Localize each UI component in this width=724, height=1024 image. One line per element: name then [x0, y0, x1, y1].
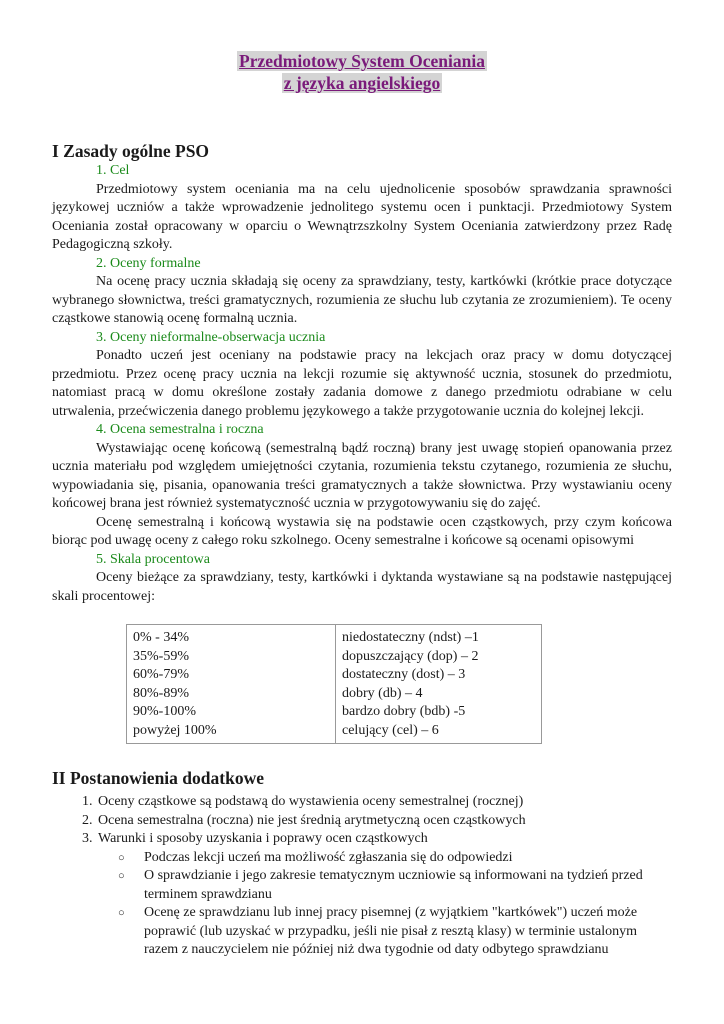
title-line-1: Przedmiotowy System Oceniania — [239, 51, 485, 71]
range-item: 35%-59% — [133, 648, 189, 664]
paragraph-cel: Przedmiotowy system oceniania ma na celu ujednolicenie sposobów sprawdzania sprawności językowej uczniów a także wprowadzenie jednolitego systemu ocen i punktacji. Przedmiotowy System Oceniania został opracowany w oparciu o Wewnątrzszkolny System Oceniania zatwierdzony przez Radę Pedagogiczną szkoły. — [52, 181, 672, 252]
document-title — [52, 50, 672, 94]
paragraph-ocena-semestralna-2: Ocenę semestralną i końcową wystawia się na podstawie ocen cząstkowych, przy czym końcowa biorąc pod uwagę oceny z całego roku szkolnego. Oceny semestralne i końcowe są ocenami opisowymi — [52, 514, 672, 548]
paragraph-skala-procentowa: Oceny bieżące za sprawdziany, testy, kartkówki i dyktanda wystawiane są na podstawie następującej skali procentowej: — [52, 570, 672, 604]
sub-list-item: ○ O sprawdzianie i jego zakresie tematycznym uczniowie są informowani na tydzień przed terminem sprawdzianu — [142, 867, 672, 904]
paragraph-ocena-semestralna-1: Wystawiając ocenę końcową (semestralną bądź roczną) brany jest uwagę stopień opanowania przez ucznia materiału pod względem umiejętności czytania, rozumienia tekstu czytanego, rozumienia ze słuchu, wypowiadania się, pisania, opanowania treści gramatycznych a także słownictwa. Przy wystawianiu oceny końcowej brana jest również systematyczność ucznia w przygotowywaniu się do zajęć. — [52, 440, 672, 511]
paragraph-oceny-nieformalne: Ponadto uczeń jest oceniany na podstawie pracy na lekcjach oraz pracy w domu dotyczącej przedmiotu. Przez ocenę pracy ucznia na lekcji rozumie się aktywność ucznia, stosunek do przedmiotu, natomiast pracą w domu określone zostały zadania domowe z danego przedmiotu odrabiane w celu utrwalenia, przećwiczenia danego problemu językowego a także przygotowanie ucznia do kolejnej lekcji. — [52, 348, 672, 419]
subheading-cel: 1. Cel — [96, 163, 130, 178]
section-1-heading: I Zasady ogólne PSO — [52, 141, 210, 161]
section-additional-provisions — [52, 767, 672, 960]
subheading-skala-procentowa: 5. Skala procentowa — [96, 551, 210, 567]
sub-list-item: ○ Podczas lekcji uczeń ma możliwość zgłaszania się do odpowiedzi — [142, 849, 672, 868]
list-item — [96, 830, 672, 960]
paragraph-oceny-formalne: Na ocenę pracy ucznia składają się oceny za sprawdziany, testy, kartkówki (krótkie prace dotyczące wybranego słownictwa, treści gramatycznych, rozumienia ze słuchu lub czytania ze zrozumieniem). Te oceny cząstkowe stanowią ocenę formalną ucznia. — [52, 274, 672, 326]
list-item-text: Warunki i sposoby uzyskania i poprawy ocen cząstkowych — [98, 831, 428, 846]
grade-item: celujący (cel) – 6 — [342, 722, 439, 738]
grade-scale-table — [126, 624, 542, 744]
grade-item: bardzo dobry (bdb) -5 — [342, 704, 466, 719]
range-item: 60%-79% — [133, 667, 189, 682]
section-general-rules — [52, 140, 672, 960]
sub-list-item: ○ Ocenę ze sprawdzianu lub innej pracy pisemnej (z wyjątkiem "kartkówek") uczeń może poprawić (lub uzyskać w przypadku, jeśli nie pisał z resztą klasy) w terminie ustalonym razem z nauczycielem nie później niż dwa tygodnie od daty odbytego sprawdzianu — [142, 904, 672, 960]
subheading-oceny-nieformalne: 3. Oceny nieformalne-obserwacja ucznia — [96, 329, 326, 345]
grade-item: dopuszczający (dop) – 2 — [342, 648, 479, 664]
subheading-oceny-formalne: 2. Oceny formalne — [96, 255, 201, 271]
section-2-heading: II Postanowienia dodatkowe — [52, 768, 264, 788]
list-item: 2. Ocena semestralna (roczna) nie jest średnią arytmetyczną ocen cząstkowych — [96, 812, 672, 831]
grade-item: niedostateczny (ndst) –1 — [342, 630, 479, 645]
range-item: 80%-89% — [133, 685, 189, 701]
range-item: 0% - 34% — [133, 630, 189, 645]
percent-ranges-cell — [127, 625, 336, 744]
range-item: powyżej 100% — [133, 722, 217, 738]
subheading-ocena-semestralna: 4. Ocena semestralna i roczna — [96, 422, 264, 437]
title-line-2: z języka angielskiego — [283, 73, 441, 93]
sub-list — [98, 849, 672, 960]
range-item: 90%-100% — [133, 704, 196, 719]
list-item: 1. Oceny cząstkowe są podstawą do wystawienia oceny semestralnej (rocznej) — [96, 793, 672, 812]
provisions-list — [52, 793, 672, 960]
grade-item: dostateczny (dost) – 3 — [342, 667, 466, 682]
document-page — [52, 50, 672, 957]
grade-item: dobry (db) – 4 — [342, 685, 423, 701]
grades-cell — [336, 625, 542, 744]
